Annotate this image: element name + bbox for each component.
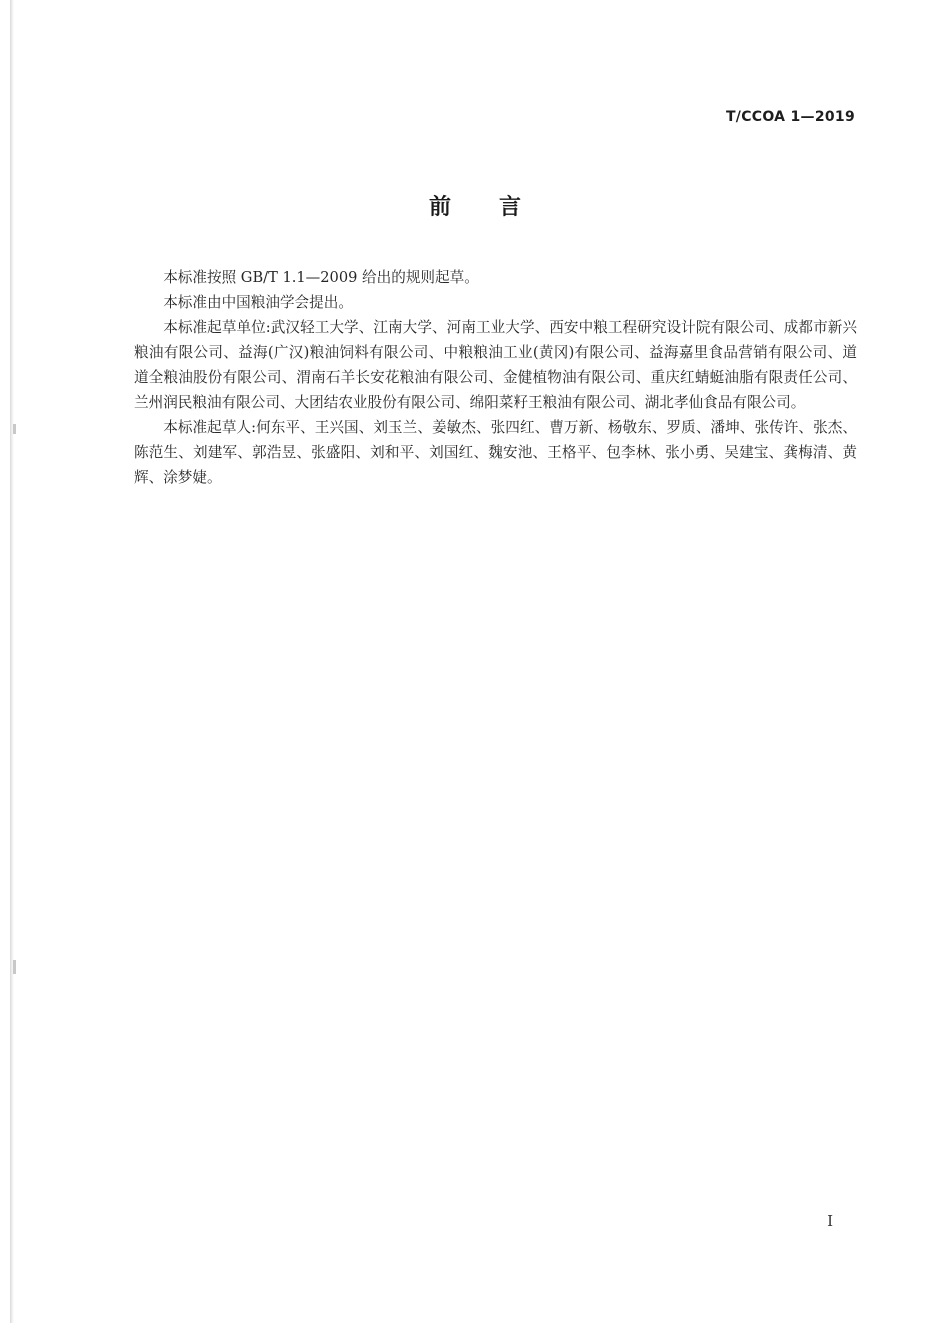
foreword-body bbox=[134, 265, 857, 490]
paragraph-drafting-units: 本标准起草单位:武汉轻工大学、江南大学、河南工业大学、西安中粮工程研究设计院有限公司、成都市新兴粮油有限公司、益海(广汉)粮油饲料有限公司、中粮粮油工业(黄冈)有限公司、益海嘉里食品营销有限公司、道道全粮油股份有限公司、渭南石羊长安花粮油有限公司、金健植物油有限公司、重庆红蜻蜓油脂有限责任公司、兰州润民粮油有限公司、大团结农业股份有限公司、绵阳菜籽王粮油有限公司、湖北孝仙食品有限公司。 bbox=[134, 319, 857, 411]
page-number: I bbox=[827, 1212, 833, 1230]
paragraph-drafting-rules: 本标准按照 GB/T 1.1—2009 给出的规则起草。 bbox=[163, 269, 479, 286]
standard-number: T/CCOA 1—2019 bbox=[725, 109, 855, 125]
scan-mark bbox=[13, 960, 16, 974]
paragraph-proposer: 本标准由中国粮油学会提出。 bbox=[163, 294, 353, 311]
page-title: 前言 bbox=[428, 195, 569, 220]
scan-mark bbox=[13, 424, 16, 434]
paragraph-drafters: 本标准起草人:何东平、王兴国、刘玉兰、姜敏杰、张四红、曹万新、杨敬东、罗质、潘坤、张传许、张杰、陈范生、刘建军、郭浩昱、张盛阳、刘和平、刘国红、魏安池、王格平、包李林、张小勇、吴建宝、龚梅清、黄辉、涂梦婕。 bbox=[134, 419, 857, 486]
